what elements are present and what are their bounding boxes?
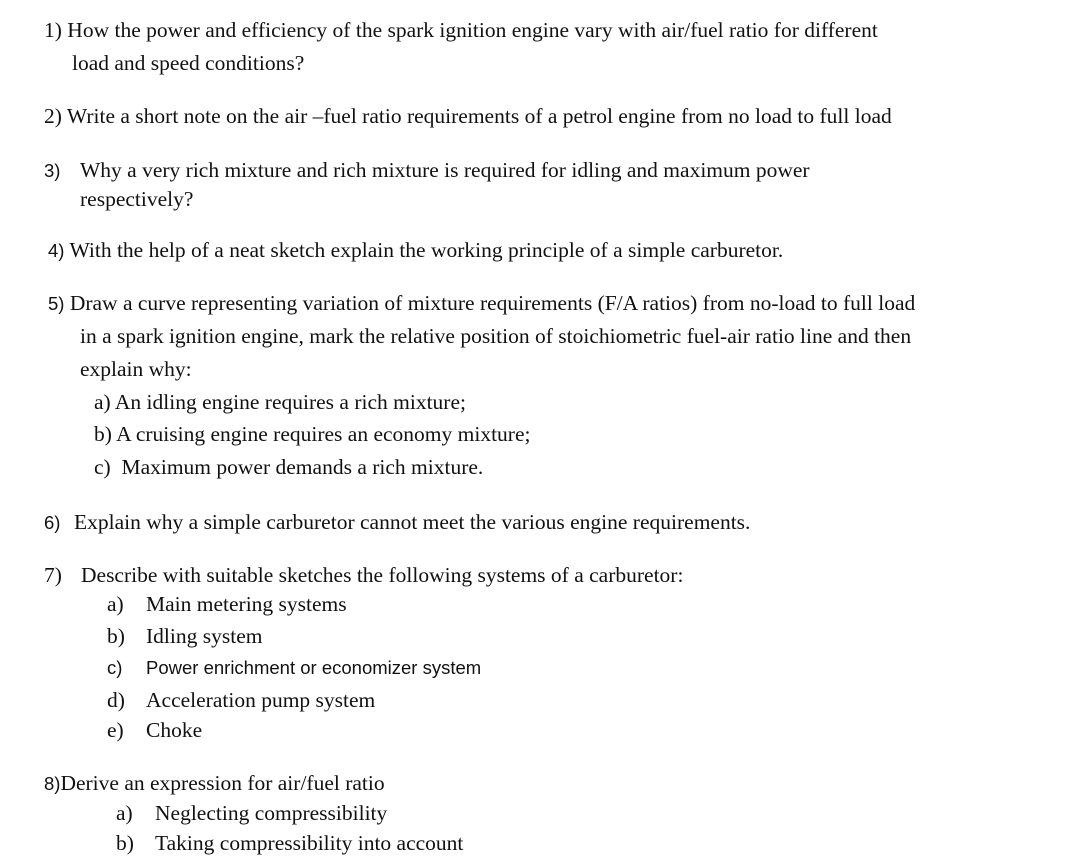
question-7-sub-c <box>107 655 481 681</box>
question-number: 5) <box>48 293 65 314</box>
question-8-sub-b <box>116 830 463 856</box>
sub-label: e) <box>107 718 124 742</box>
question-6 <box>44 509 750 536</box>
question-3-continuation: respectively? <box>80 187 194 211</box>
question-7-sub-b <box>107 623 262 649</box>
question-text: How the power and efficiency of the spark ignition engine vary with air/fuel ratio for different <box>67 18 878 42</box>
question-text: Write a short note on the air –fuel ratio requirements of a petrol engine from no load to full load <box>66 104 892 128</box>
question-number: 4) <box>48 240 65 261</box>
sub-text: An idling engine requires a rich mixture; <box>114 390 466 414</box>
question-1 <box>44 17 878 43</box>
question-8 <box>44 770 385 797</box>
sub-label: d) <box>107 688 125 712</box>
question-number: 7) <box>44 563 62 587</box>
question-4 <box>48 237 783 264</box>
question-number: 6) <box>44 512 61 533</box>
sub-text: Acceleration pump system <box>146 688 376 712</box>
question-number: 8) <box>44 773 61 794</box>
sub-label: c) <box>94 455 111 479</box>
question-3 <box>44 157 810 184</box>
question-text: Explain why a simple carburetor cannot meet the various engine requirements. <box>74 510 751 534</box>
sub-label: a) <box>116 801 133 825</box>
question-text: Describe with suitable sketches the following systems of a carburetor: <box>81 563 684 587</box>
question-7-sub-d <box>107 687 375 713</box>
question-2 <box>44 103 892 129</box>
question-5-sub-c <box>94 454 483 480</box>
question-5 <box>48 290 915 317</box>
question-5-sub-a <box>94 389 466 415</box>
question-7 <box>44 562 683 588</box>
question-5-continuation: in a spark ignition engine, mark the relative position of stoichiometric fuel-air ratio line and then <box>80 324 912 348</box>
question-7-sub-e <box>107 717 202 743</box>
question-number: 2) <box>44 104 62 128</box>
sub-label: b) <box>107 624 125 648</box>
question-8-sub-a <box>116 800 387 826</box>
sub-label: a) <box>107 592 124 616</box>
question-text: Why a very rich mixture and rich mixture is required for idling and maximum power <box>80 158 810 182</box>
question-5-sub-b <box>94 421 530 447</box>
sub-text: Idling system <box>146 624 263 648</box>
question-text: With the help of a neat sketch explain the working principle of a simple carburetor. <box>69 238 784 262</box>
sub-text: Taking compressibility into account <box>155 831 464 855</box>
sub-text: Power enrichment or economizer system <box>146 657 482 678</box>
question-text: Derive an expression for air/fuel ratio <box>60 771 385 795</box>
sub-label: c) <box>107 657 123 678</box>
sub-text: Main metering systems <box>146 592 347 616</box>
sub-label: a) <box>94 390 111 414</box>
question-1-continuation: load and speed conditions? <box>72 51 305 75</box>
question-number: 1) <box>44 18 62 42</box>
question-7-sub-a <box>107 591 347 617</box>
sub-text: Maximum power demands a rich mixture. <box>121 455 484 479</box>
sub-text: Choke <box>146 718 203 742</box>
question-5-continuation: explain why: <box>80 357 192 381</box>
sub-text: A cruising engine requires an economy mixture; <box>116 422 531 446</box>
sub-label: b) <box>94 422 112 446</box>
question-number: 3) <box>44 160 61 181</box>
sub-label: b) <box>116 831 134 855</box>
question-text: Draw a curve representing variation of mixture requirements (F/A ratios) from no-load to full load <box>69 291 916 315</box>
sub-text: Neglecting compressibility <box>155 801 388 825</box>
